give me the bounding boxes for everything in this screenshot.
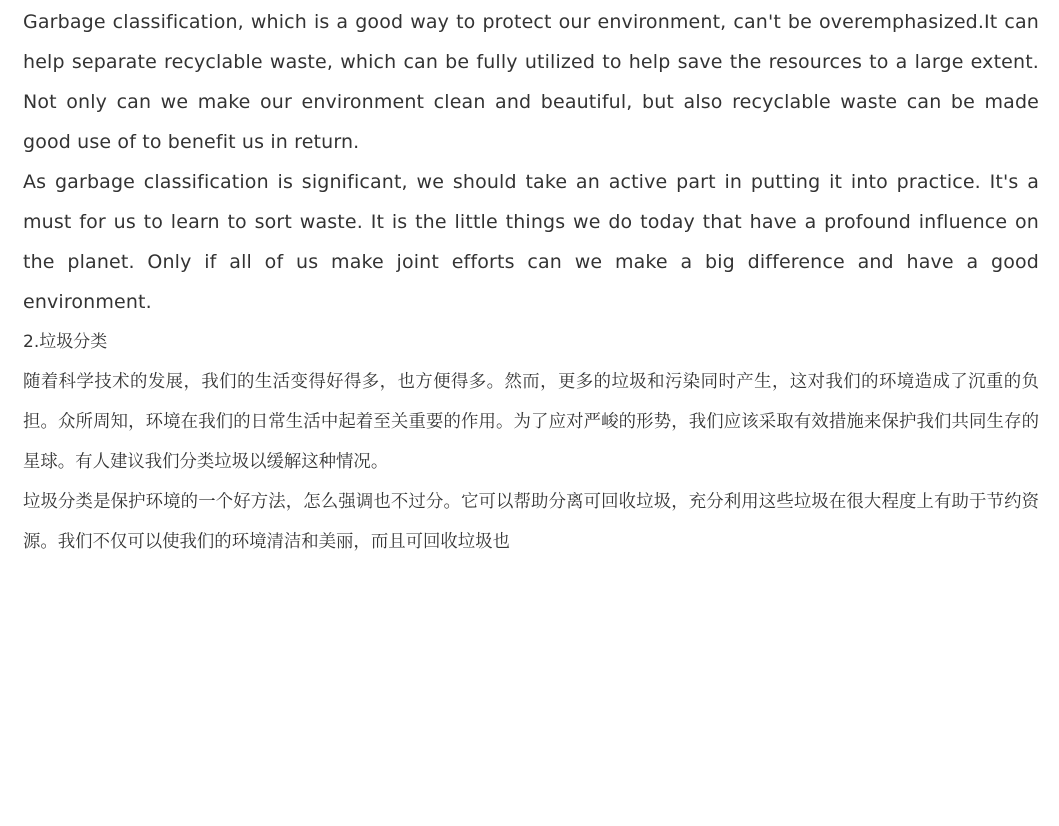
paragraph-chinese-2: 垃圾分类是保护环境的一个好方法，怎么强调也不过分。它可以帮助分离可回收垃圾，充分利用这些垃圾在很大程度上有助于节约资源。我们不仅可以使我们的环境清洁和美丽，而且可回收垃圾也 [23, 492, 1039, 552]
paragraph-chinese-1: 随着科学技术的发展，我们的生活变得好得多，也方便得多。然而，更多的垃圾和污染同时产生，这对我们的环境造成了沉重的负担。众所周知，环境在我们的日常生活中起着至关重要的作用。为了应对严峻的形势，我们应该采取有效措施来保护我们共同生存的星球。有人建议我们分类垃圾以缓解这种情况。 [23, 372, 1039, 472]
paragraph-english-1: Garbage classification, which is a good way to protect our environment, can't be overemphasized.It can help separate recyclable waste, which can be fully utilized to help save the resources to a large extent. Not only can we make our environment clean and beautiful, but also recyclable waste can be made good use of to benefit us in return. [23, 11, 1039, 153]
section-heading: 2.垃圾分类 [23, 332, 108, 352]
paragraph-english-2: As garbage classification is significant, we should take an active part in putting it into practice. It's a must for us to learn to sort waste. It is the little things we do today that have a profound influence on the planet. Only if all of us make joint efforts can we make a big difference and have a good environment. [23, 171, 1039, 313]
document-body [23, 2, 1039, 562]
